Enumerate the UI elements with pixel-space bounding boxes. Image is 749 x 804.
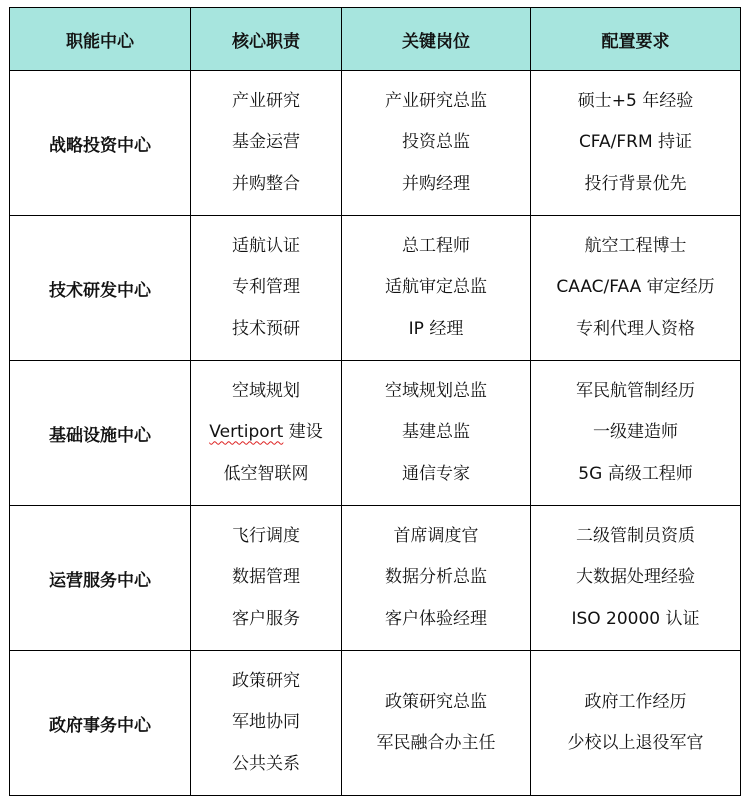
positions-cell — [342, 651, 531, 796]
positions-cell — [342, 506, 531, 651]
positions-cell — [342, 71, 531, 216]
requirement-item: 军民航管制经历 — [576, 380, 695, 401]
duty-item: 飞行调度 — [232, 525, 300, 546]
position-item: 首席调度官 — [393, 525, 479, 546]
requirements-cell — [531, 361, 741, 506]
center-name-cell: 基础设施中心 — [10, 361, 191, 506]
requirement-item: 二级管制员资质 — [576, 525, 695, 546]
duties-cell — [191, 506, 342, 651]
requirements-cell — [531, 71, 741, 216]
position-item: IP 经理 — [408, 318, 464, 339]
requirement-item: 大数据处理经验 — [576, 567, 695, 588]
duty-item: 技术预研 — [232, 318, 300, 339]
center-name-cell: 运营服务中心 — [10, 506, 191, 651]
requirement-item: 投行背景优先 — [584, 173, 687, 194]
requirement-item: 少校以上退役军官 — [567, 733, 704, 753]
center-name-cell: 技术研发中心 — [10, 216, 191, 361]
requirement-item: CAAC/FAA 审定经历 — [556, 277, 715, 298]
position-item: 数据分析总监 — [385, 567, 487, 588]
requirement-item: 一级建造师 — [593, 422, 678, 443]
requirement-item: 航空工程博士 — [584, 235, 687, 256]
requirement-item: 政府工作经历 — [584, 691, 687, 712]
center-name-cell: 战略投资中心 — [10, 71, 191, 216]
position-item: 军民融合办主任 — [376, 733, 496, 753]
position-item: 客户体验经理 — [385, 608, 487, 629]
duty-item: 客户服务 — [232, 608, 300, 629]
duty-item: 数据管理 — [232, 567, 300, 588]
duty-item: 政策研究 — [232, 670, 300, 691]
spellcheck-word: Vertiport — [209, 422, 284, 443]
staffing-table-container — [9, 7, 740, 796]
position-item: 产业研究总监 — [385, 90, 487, 111]
duty-item: 公共关系 — [232, 753, 300, 774]
duty-item: 空域规划 — [232, 380, 300, 401]
duties-cell — [191, 71, 342, 216]
table-row — [10, 71, 741, 216]
requirement-item: 专利代理人资格 — [576, 318, 695, 339]
position-item: 并购经理 — [402, 173, 470, 194]
requirement-item: CFA/FRM 持证 — [578, 132, 693, 153]
duties-cell — [191, 216, 342, 361]
duties-cell — [191, 651, 342, 796]
table-row — [10, 651, 741, 796]
requirements-cell — [531, 651, 741, 796]
requirement-item: ISO 20000 认证 — [571, 608, 700, 629]
header-key-positions: 关键岗位 — [342, 8, 531, 71]
header-requirements: 配置要求 — [531, 8, 741, 71]
positions-cell — [342, 361, 531, 506]
duty-item: 产业研究 — [232, 90, 300, 111]
table-header-row — [10, 8, 741, 71]
position-item: 投资总监 — [402, 132, 470, 153]
requirement-item: 硕士+5 年经验 — [577, 90, 694, 111]
table-row — [10, 216, 741, 361]
duty-item: 低空智联网 — [223, 463, 309, 484]
position-item: 通信专家 — [402, 463, 470, 484]
requirement-item: 5G 高级工程师 — [578, 463, 693, 484]
table-row — [10, 361, 741, 506]
duty-item: 军地协同 — [232, 712, 300, 733]
positions-cell — [342, 216, 531, 361]
position-item: 基建总监 — [402, 422, 470, 443]
duty-item: 专利管理 — [232, 277, 300, 298]
header-functional-center: 职能中心 — [10, 8, 191, 71]
position-item: 总工程师 — [402, 235, 470, 256]
requirements-cell — [531, 216, 741, 361]
duty-item: 并购整合 — [232, 173, 300, 194]
duty-item: Vertiport 建设 — [209, 422, 323, 443]
duties-cell — [191, 361, 342, 506]
position-item: 适航审定总监 — [385, 277, 487, 298]
center-name-cell: 政府事务中心 — [10, 651, 191, 796]
duty-item: 适航认证 — [232, 235, 300, 256]
staffing-table — [9, 7, 741, 796]
header-core-duties: 核心职责 — [191, 8, 342, 71]
position-item: 政策研究总监 — [385, 691, 487, 712]
duty-item: 基金运营 — [232, 132, 300, 153]
requirements-cell — [531, 506, 741, 651]
position-item: 空域规划总监 — [385, 380, 487, 401]
table-row — [10, 506, 741, 651]
